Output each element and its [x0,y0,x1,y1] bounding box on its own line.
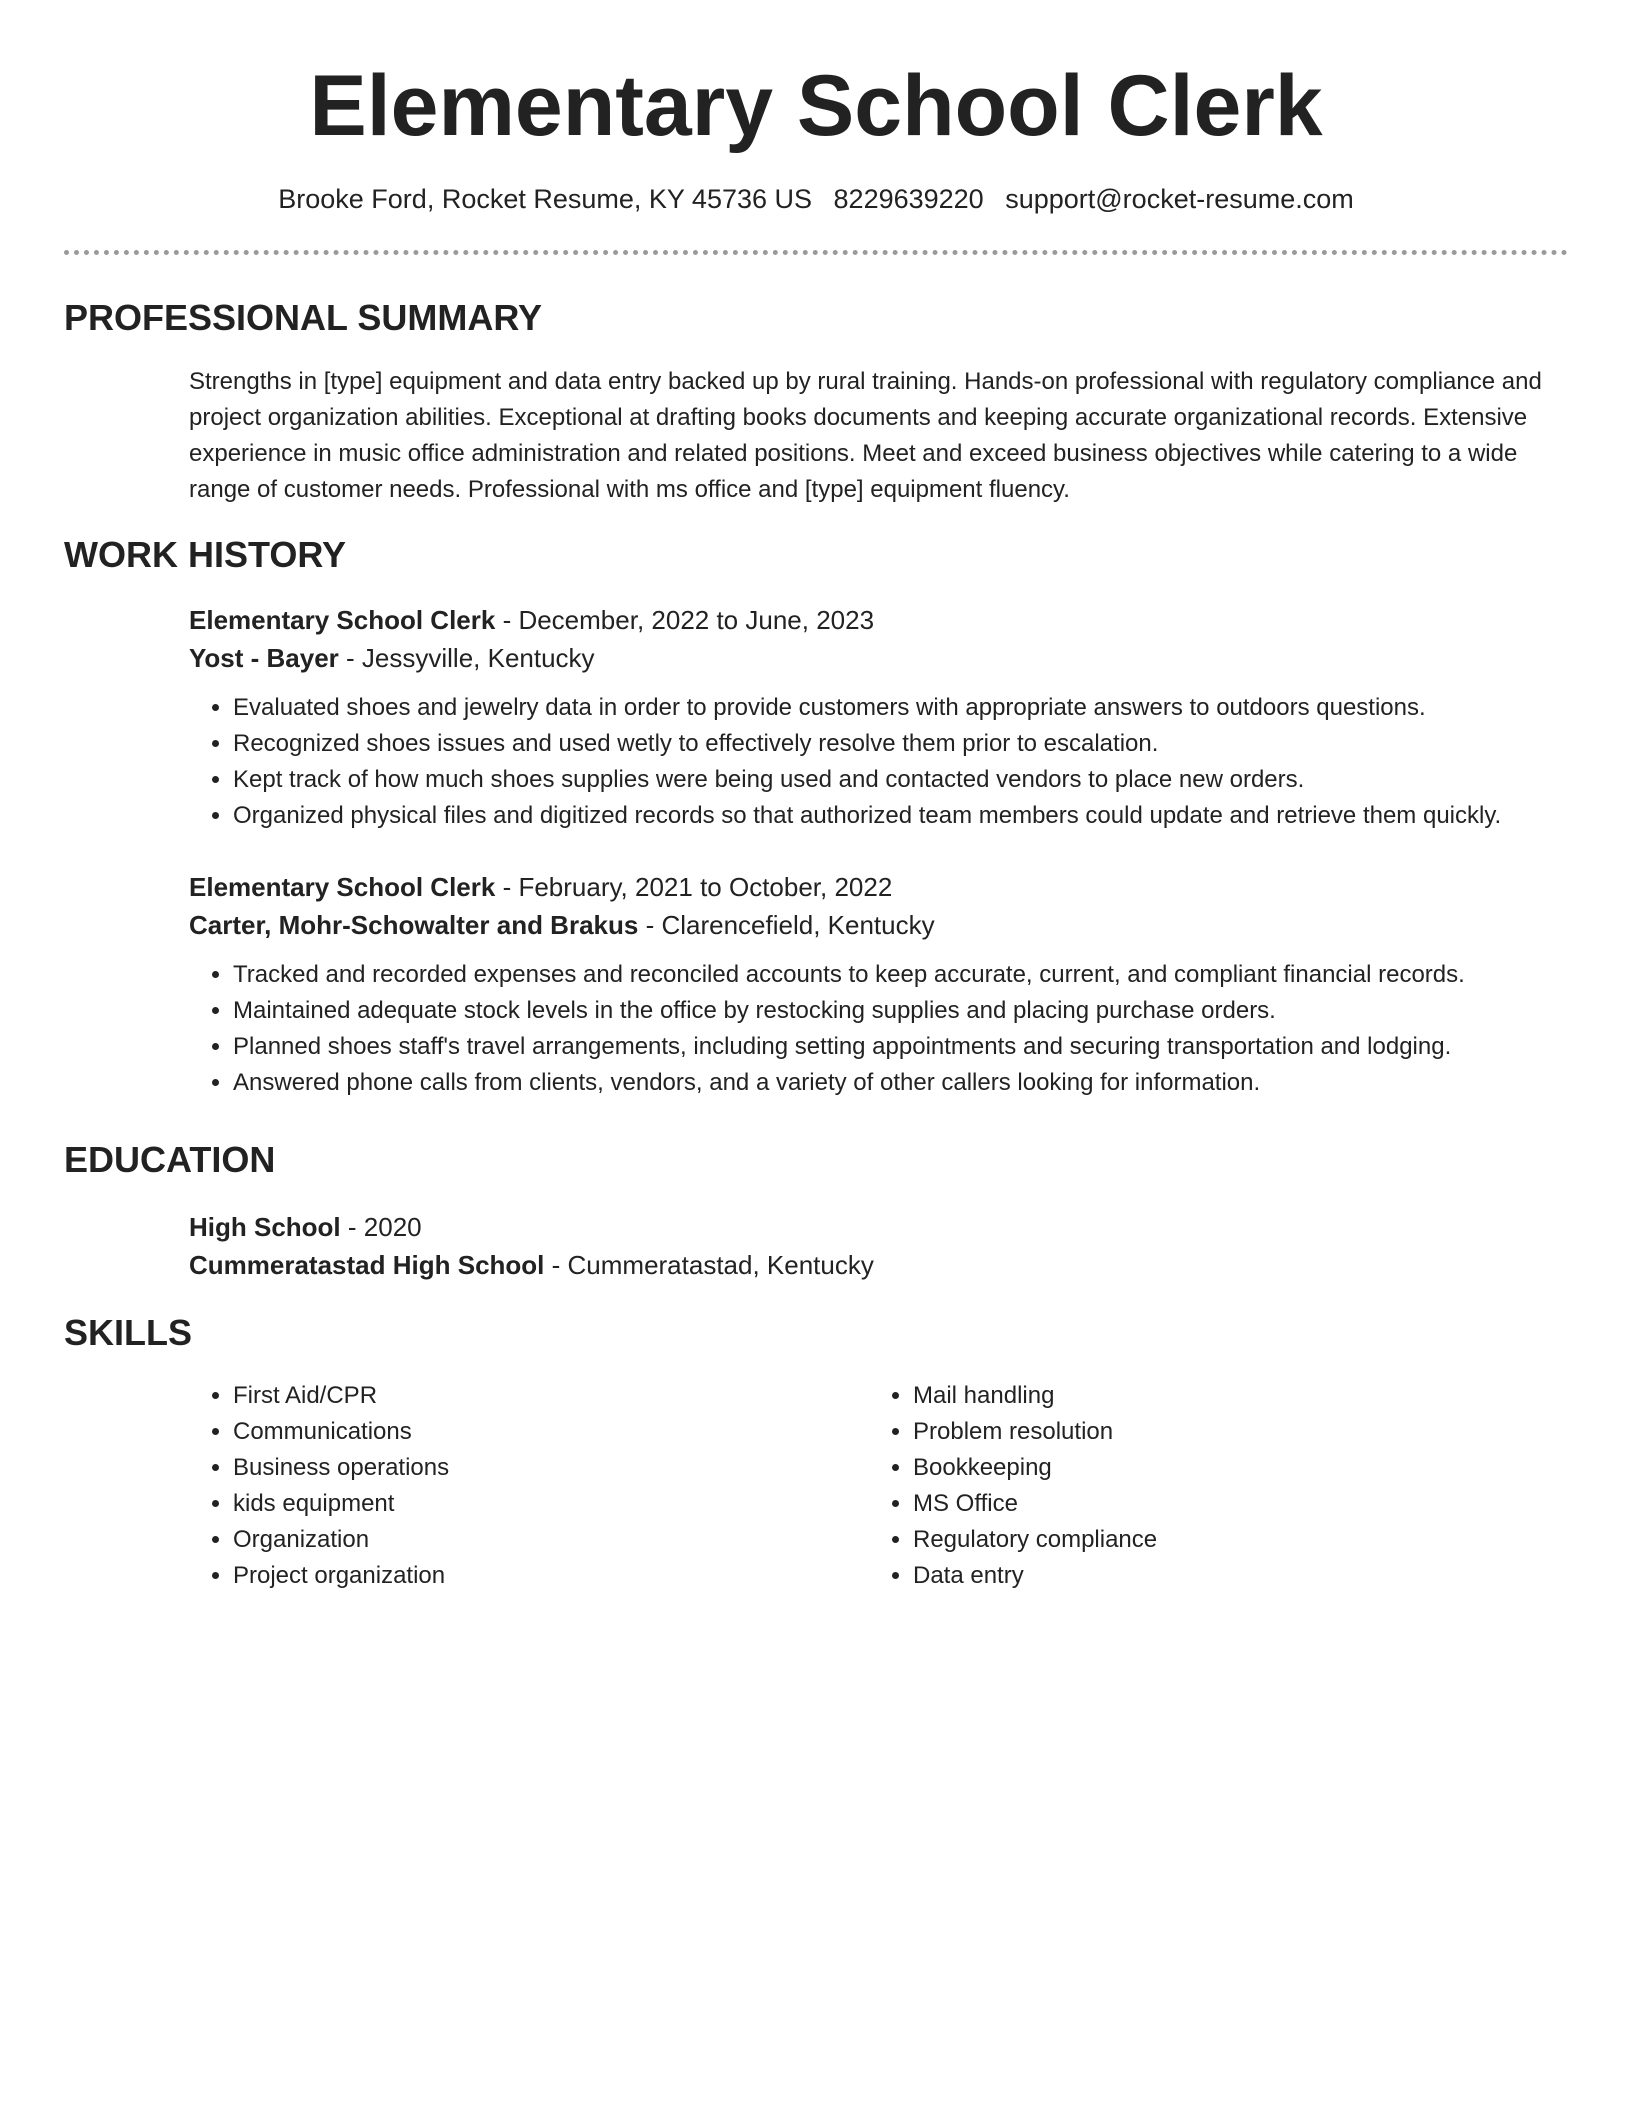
section-title-work-history: WORK HISTORY [64,534,347,575]
job-bullet: • Tracked and recorded expenses and reconciled accounts to keep accurate, current, and compliant financial records. [233,957,1569,993]
section-title-education: EDUCATION [64,1139,276,1180]
education-degree-line [189,1208,1569,1246]
education-year: - 2020 [340,1212,422,1242]
skill-item: • Business operations [233,1450,449,1486]
job-company: Yost - Bayer [189,643,339,673]
job-bullets [189,957,1569,1101]
section-title-skills: SKILLS [64,1312,193,1353]
job-location: - Clarencefield, Kentucky [638,910,935,940]
job-title-line [189,868,1569,906]
skills-column-right [869,1378,1157,1594]
job-title: Elementary School Clerk [189,605,496,635]
job-bullets [189,690,1569,834]
skill-item: • Regulatory compliance [913,1522,1157,1558]
job-bullet: • Answered phone calls from clients, vendors, and a variety of other callers looking for information. [233,1065,1569,1101]
skill-item: • Organization [233,1522,449,1558]
job-company-line [189,906,1569,944]
job-bullet: • Planned shoes staff's travel arrangements, including setting appointments and securing transportation and lodging. [233,1029,1569,1065]
education-degree: High School [189,1212,341,1242]
job-bullet: • Organized physical files and digitized records so that authorized team members could update and retrieve them quickly. [233,798,1569,834]
section-title-summary: PROFESSIONAL SUMMARY [64,297,543,338]
skill-item: • Bookkeeping [913,1450,1157,1486]
job-dates: - December, 2022 to June, 2023 [495,605,875,635]
skill-item: • Communications [233,1414,449,1450]
job-title-line [189,601,1569,639]
skill-item: • MS Office [913,1486,1157,1522]
contact-address: Brooke Ford, Rocket Resume, KY 45736 US [278,184,813,214]
education-entry [189,1208,1569,1284]
skill-item: • First Aid/CPR [233,1378,449,1414]
skill-item: • Data entry [913,1558,1157,1594]
skill-item: • kids equipment [233,1486,449,1522]
education-school-line [189,1246,1569,1284]
job-location: - Jessyville, Kentucky [338,643,595,673]
education-location: - Cummeratastad, Kentucky [544,1250,874,1280]
job-company-line [189,639,1569,677]
skill-item: • Problem resolution [913,1414,1157,1450]
skills-column-left [189,1378,449,1594]
job-entry [189,868,1569,1101]
education-school: Cummeratastad High School [189,1250,545,1280]
job-title: Elementary School Clerk [189,872,496,902]
job-bullet: • Maintained adequate stock levels in the office by restocking supplies and placing purchase orders. [233,993,1569,1029]
contact-line [64,180,1568,218]
job-bullet: • Evaluated shoes and jewelry data in order to provide customers with appropriate answers to outdoors questions. [233,690,1569,726]
contact-email: support@rocket-resume.com [1005,184,1354,214]
header-divider [64,250,1568,255]
summary-text: Strengths in [type] equipment and data entry backed up by rural training. Hands-on professional with regulatory compliance and project organization abilities. Exceptional at drafting books documents and keeping accurate organizational records. Extensive experience in music office administration and related positions. Meet and exceed business objectives while catering to a wide range of customer needs. Professional with ms office and [type] equipment fluency. [189,368,1542,503]
job-entry [189,601,1569,834]
resume-title: Elementary School Clerk [309,58,1323,154]
skill-item: • Mail handling [913,1378,1157,1414]
job-bullet: • Kept track of how much shoes supplies were being used and contacted vendors to place new orders. [233,762,1569,798]
contact-phone: 8229639220 [833,184,984,214]
job-company: Carter, Mohr-Schowalter and Brakus [189,910,639,940]
job-dates: - February, 2021 to October, 2022 [495,872,893,902]
job-bullet: • Recognized shoes issues and used wetly to effectively resolve them prior to escalation. [233,726,1569,762]
skill-item: • Project organization [233,1558,449,1594]
